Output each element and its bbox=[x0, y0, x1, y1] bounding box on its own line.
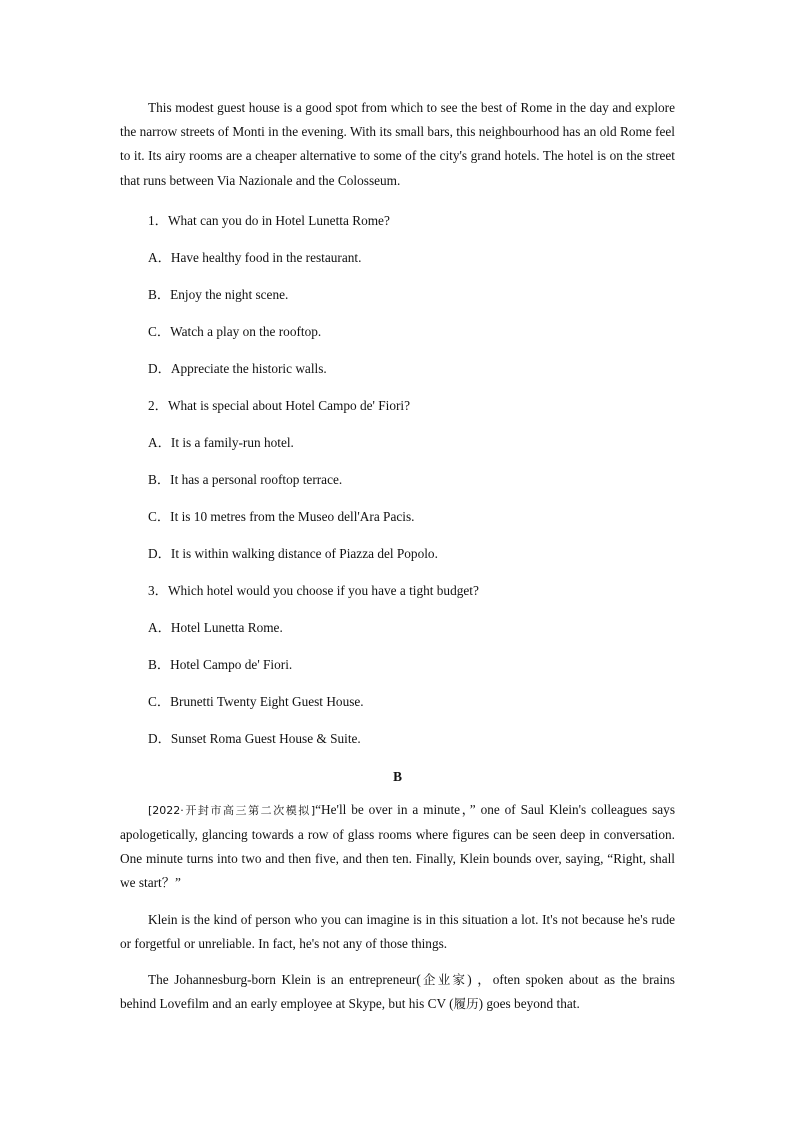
section-b-paragraph-3 bbox=[120, 968, 675, 1016]
document-page bbox=[120, 96, 675, 1016]
question-3-option-d: D．Sunset Roma Guest House & Suite. bbox=[148, 730, 361, 746]
question-2-option-a: A．It is a family-run hotel. bbox=[148, 434, 294, 450]
gloss-cv: 履历 bbox=[453, 996, 479, 1012]
paragraph-3-part-b: ) ，often spoken about as the brains behind Lovefilm and an early employee at Skype, but his CV ( bbox=[120, 972, 675, 1012]
paragraph-3-part-c: ) goes beyond that. bbox=[478, 996, 580, 1012]
question-1-stem: 1．What can you do in Hotel Lunetta Rome? bbox=[148, 212, 390, 228]
question-2 bbox=[120, 397, 675, 563]
question-2-option-b: B．It has a personal rooftop terrace. bbox=[148, 471, 343, 487]
gloss-entrepreneur: 企业家 bbox=[420, 972, 468, 988]
question-3-option-c: C．Brunetti Twenty Eight Guest House. bbox=[148, 693, 364, 709]
section-b-title: B bbox=[393, 768, 402, 784]
source-citation: [2022·开封市高三第二次模拟] bbox=[148, 803, 316, 817]
question-2-stem: 2．What is special about Hotel Campo de' Fiori? bbox=[148, 397, 410, 413]
section-b-paragraph-2: Klein is the kind of person who you can imagine is in this situation a lot. It's not because he's rude or forgetful or unreliable. In fact, he's not any of those things. bbox=[120, 911, 675, 951]
question-3-option-b: B．Hotel Campo de' Fiori. bbox=[148, 656, 293, 672]
paragraph-3-part-a: The Johannesburg-born Klein is an entrepreneur( bbox=[148, 972, 421, 988]
question-3 bbox=[120, 582, 675, 748]
question-1 bbox=[120, 212, 675, 378]
question-1-option-b: B．Enjoy the night scene. bbox=[148, 286, 289, 302]
section-b-paragraph-1 bbox=[120, 798, 675, 896]
question-1-option-a: A．Have healthy food in the restaurant. bbox=[148, 249, 362, 265]
question-3-option-a: A．Hotel Lunetta Rome. bbox=[148, 619, 283, 635]
question-1-option-d: D．Appreciate the historic walls. bbox=[148, 360, 327, 376]
section-b-paragraph-1-text: “He'll be over in a minute，” one of Saul Klein's colleagues says apologetically, glancing towards a row of glass rooms where figures can be seen deep in conversation. One minute turns into two and then five, and then ten. Finally, Klein bounds over, saying, “Right, shall we start？” bbox=[120, 801, 675, 891]
question-2-option-d: D．It is within walking distance of Piazza del Popolo. bbox=[148, 545, 438, 561]
question-3-stem: 3．Which hotel would you choose if you have a tight budget? bbox=[148, 582, 479, 598]
intro-paragraph: This modest guest house is a good spot from which to see the best of Rome in the day and explore the narrow streets of Monti in the evening. With its small bars, this neighbourhood has an old Rome feel to it. Its airy rooms are a cheaper alternative to some of the city's grand hotels. The hotel is on the street that runs between Via Nazionale and the Colosseum. bbox=[120, 100, 675, 188]
question-2-option-c: C．It is 10 metres from the Museo dell'Ara Pacis. bbox=[148, 508, 415, 524]
question-1-option-c: C．Watch a play on the rooftop. bbox=[148, 323, 322, 339]
